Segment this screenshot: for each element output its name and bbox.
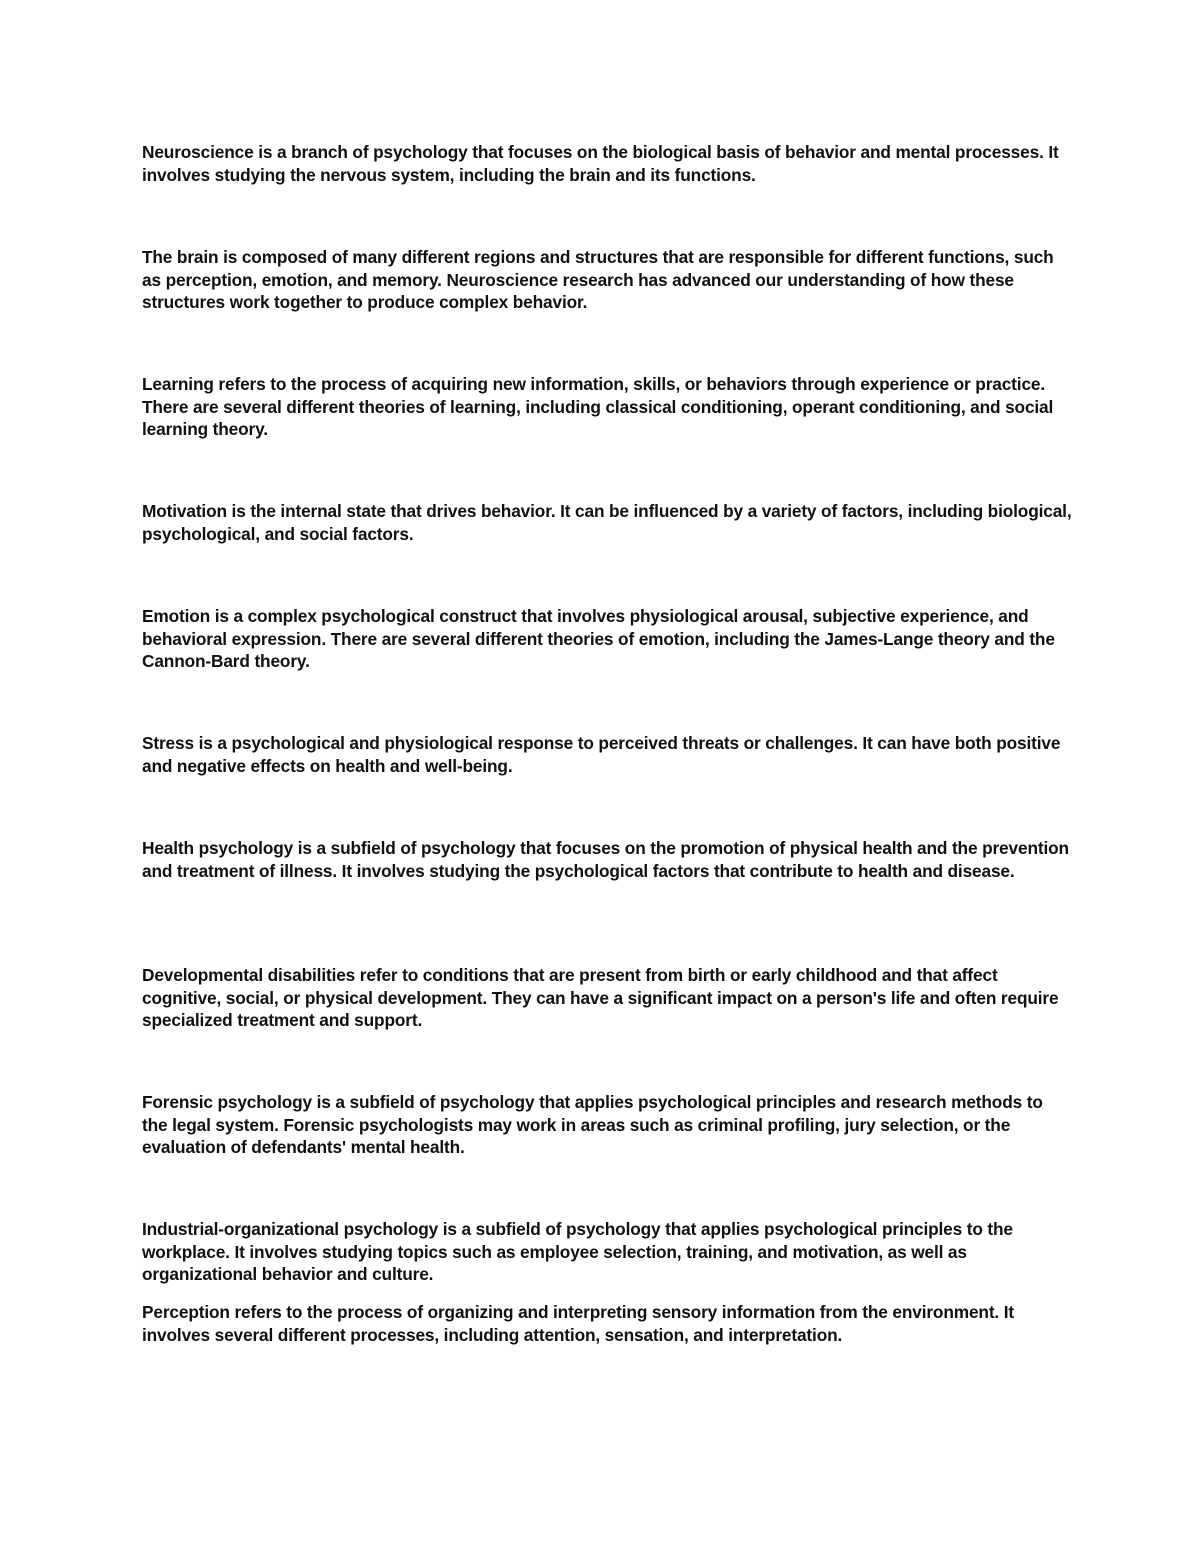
- paragraph-forensic: Forensic psychology is a subfield of psychology that applies psychological principles and research methods to the legal system. Forensic psychologists may work in areas such as criminal profiling, jury selection, or the evaluation of defendants' mental health.: [142, 1092, 1043, 1157]
- paragraph-emotion: Emotion is a complex psychological construct that involves physiological arousal, subjective experience, and behavioral expression. There are several different theories of emotion, including the James-Lange theory and the Cannon-Bard theory.: [142, 606, 1055, 671]
- paragraph-developmental: Developmental disabilities refer to conditions that are present from birth or early childhood and that affect cognitive, social, or physical development. They can have a significant impact on a person's life and often require specialized treatment and support.: [142, 965, 1059, 1030]
- paragraph-industrial-org: Industrial-organizational psychology is a subfield of psychology that applies psychological principles to the workplace. It involves studying topics such as employee selection, training, and motivation, as well as organizational behavior and culture.: [142, 1219, 1013, 1284]
- paragraph-learning: Learning refers to the process of acquiring new information, skills, or behaviors through experience or practice. There are several different theories of learning, including classical conditioning, operant conditioning, and social learning theory.: [142, 374, 1054, 439]
- paragraph-stress: Stress is a psychological and physiological response to perceived threats or challenges. It can have both positive and negative effects on health and well-being.: [142, 733, 1061, 776]
- paragraph-neuroscience: Neuroscience is a branch of psychology that focuses on the biological basis of behavior and mental processes. It involves studying the nervous system, including the brain and its functions.: [142, 142, 1059, 185]
- paragraph-perception: Perception refers to the process of organizing and interpreting sensory information from the environment. It involves several different processes, including attention, sensation, and interpretation.: [142, 1302, 1014, 1345]
- paragraph-motivation: Motivation is the internal state that drives behavior. It can be influenced by a variety of factors, including biological, psychological, and social factors.: [142, 501, 1072, 544]
- paragraph-brain: The brain is composed of many different regions and structures that are responsible for different functions, such as perception, emotion, and memory. Neuroscience research has advanced our understanding of how these structures work together to produce complex behavior.: [142, 247, 1054, 312]
- paragraph-health-psychology: Health psychology is a subfield of psychology that focuses on the promotion of physical health and the prevention and treatment of illness. It involves studying the psychological factors that contribute to health and disease.: [142, 838, 1069, 881]
